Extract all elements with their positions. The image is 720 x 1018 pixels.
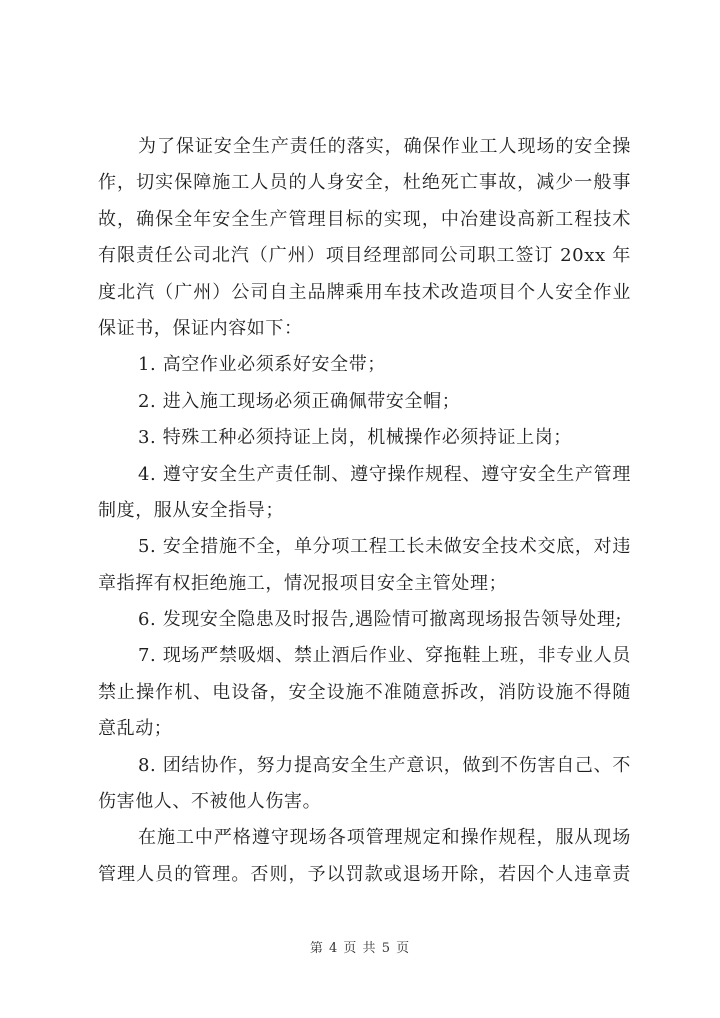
- text-line: 意乱动；: [98, 718, 173, 740]
- document-body: [98, 129, 631, 893]
- text-line: 伤害他人、不被他人伤害。: [98, 791, 322, 813]
- text-line: 禁止操作机、电设备，安全设施不准随意拆改，消防设施不得随: [98, 681, 631, 703]
- paragraph-item-2: [98, 384, 631, 420]
- text-line: 8. 团结协作，努力提高安全生产意识，做到不伤害自己、不: [138, 754, 631, 776]
- paragraph-item-8: [98, 748, 631, 821]
- text-line: 度北汽（广州）公司自主品牌乘用车技术改造项目个人安全作业: [98, 281, 631, 303]
- text-line: 制度，服从安全指导；: [98, 499, 284, 521]
- text-line: 6. 发现安全隐患及时报告,遇险情可撤离现场报告领导处理;: [138, 609, 623, 631]
- paragraph-item-6: [98, 602, 631, 638]
- text-line: 在施工中严格遵守现场各项管理规定和操作规程，服从现场: [138, 827, 631, 849]
- paragraph-item-7: [98, 638, 631, 747]
- paragraph-item-1: [98, 347, 631, 383]
- paragraph-item-3: [98, 420, 631, 456]
- paragraph-closing-paragraph: [98, 820, 631, 893]
- paragraph-item-5: [98, 529, 631, 602]
- text-line: 为了保证安全生产责任的落实，确保作业工人现场的安全操: [138, 136, 631, 157]
- text-line: 故，确保全年安全生产管理目标的实现，中冶建设高新工程技术: [98, 208, 631, 230]
- paragraph-item-4: [98, 457, 631, 530]
- text-line: 章指挥有权拒绝施工，情况报项目安全主管处理；: [98, 572, 508, 594]
- page-number-footer: 第 4 页 共 5 页: [309, 941, 411, 956]
- paragraph-intro-paragraph: [98, 129, 631, 347]
- text-line: 保证书，保证内容如下：: [98, 317, 303, 339]
- text-line: 3. 特殊工种必须持证上岗，机械操作必须持证上岗；: [138, 427, 572, 449]
- text-line: 1. 高空作业必须系好安全带；: [138, 354, 386, 376]
- text-line: 作，切实保障施工人员的人身安全，杜绝死亡事故，减少一般事: [98, 172, 631, 194]
- text-line: 2. 进入施工现场必须正确佩带安全帽；: [138, 390, 461, 412]
- text-line: 7. 现场严禁吸烟、禁止酒后作业、穿拖鞋上班，非专业人员: [138, 645, 631, 667]
- text-line: 5. 安全措施不全，单分项工程工长未做安全技术交底，对违: [138, 536, 631, 558]
- text-line: 管理人员的管理。否则，予以罚款或退场开除，若因个人违章责: [98, 863, 631, 885]
- text-line: 有限责任公司北汽（广州）项目经理部同公司职工签订 20xx 年: [98, 245, 631, 267]
- text-line: 4. 遵守安全生产责任制、遵守操作规程、遵守安全生产管理: [138, 463, 631, 485]
